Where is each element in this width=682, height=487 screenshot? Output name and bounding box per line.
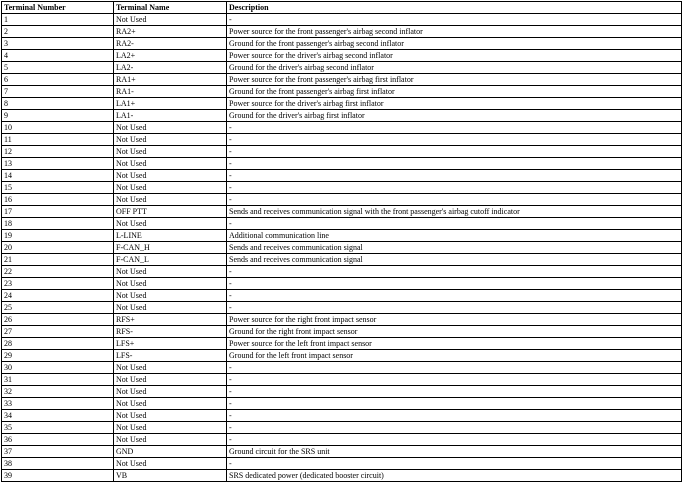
table-row — [2, 362, 682, 374]
terminal-name-cell: RA2+ — [114, 26, 227, 38]
table-row — [2, 266, 682, 278]
description-cell: - — [227, 134, 682, 146]
terminal-number-cell: 1 — [2, 14, 114, 26]
description-cell: - — [227, 170, 682, 182]
terminal-number-cell: 11 — [2, 134, 114, 146]
description-cell: - — [227, 182, 682, 194]
table-row — [2, 350, 682, 362]
description-cell: - — [227, 374, 682, 386]
terminal-number-cell: 35 — [2, 422, 114, 434]
terminal-number-cell: 27 — [2, 326, 114, 338]
terminal-name-cell: Not Used — [114, 422, 227, 434]
description-cell: - — [227, 158, 682, 170]
description-cell: Sends and receives communication signal — [227, 242, 682, 254]
terminal-number-cell: 7 — [2, 86, 114, 98]
table-row — [2, 458, 682, 470]
terminal-name-cell: RFS+ — [114, 314, 227, 326]
table-row — [2, 26, 682, 38]
terminal-name-cell: Not Used — [114, 458, 227, 470]
terminal-number-cell: 37 — [2, 446, 114, 458]
terminal-name-cell: L-LINE — [114, 230, 227, 242]
table-row — [2, 326, 682, 338]
description-cell: Power source for the front passenger's airbag second inflator — [227, 26, 682, 38]
terminal-name-cell: Not Used — [114, 158, 227, 170]
description-cell: Sends and receives communication signal — [227, 254, 682, 266]
table-row — [2, 242, 682, 254]
terminal-number-cell: 31 — [2, 374, 114, 386]
terminal-table — [1, 1, 682, 482]
description-cell: - — [227, 290, 682, 302]
terminal-name-cell: RA1- — [114, 86, 227, 98]
description-cell: Power source for the left front impact sensor — [227, 338, 682, 350]
header-terminal-name: Terminal Name — [114, 2, 227, 14]
description-cell: - — [227, 434, 682, 446]
terminal-number-cell: 24 — [2, 290, 114, 302]
terminal-name-cell: LFS+ — [114, 338, 227, 350]
description-cell: - — [227, 266, 682, 278]
table-row — [2, 110, 682, 122]
terminal-number-cell: 33 — [2, 398, 114, 410]
description-cell: - — [227, 146, 682, 158]
table-row — [2, 206, 682, 218]
table-row — [2, 170, 682, 182]
description-cell: Power source for the right front impact sensor — [227, 314, 682, 326]
table-header — [2, 2, 682, 14]
table-row — [2, 290, 682, 302]
terminal-number-cell: 23 — [2, 278, 114, 290]
header-row — [2, 2, 682, 14]
terminal-name-cell: RA1+ — [114, 74, 227, 86]
table-row — [2, 434, 682, 446]
description-cell: - — [227, 14, 682, 26]
terminal-number-cell: 13 — [2, 158, 114, 170]
description-cell: - — [227, 302, 682, 314]
table-row — [2, 230, 682, 242]
table-row — [2, 338, 682, 350]
terminal-name-cell: Not Used — [114, 278, 227, 290]
description-cell: SRS dedicated power (dedicated booster circuit) — [227, 470, 682, 482]
table-row — [2, 182, 682, 194]
terminal-number-cell: 25 — [2, 302, 114, 314]
terminal-number-cell: 36 — [2, 434, 114, 446]
description-cell: Power source for the driver's airbag first inflator — [227, 98, 682, 110]
description-cell: - — [227, 398, 682, 410]
terminal-name-cell: LA2+ — [114, 50, 227, 62]
terminal-table-container — [1, 1, 682, 482]
description-cell: - — [227, 362, 682, 374]
terminal-number-cell: 22 — [2, 266, 114, 278]
terminal-name-cell: F-CAN_H — [114, 242, 227, 254]
terminal-name-cell: Not Used — [114, 290, 227, 302]
terminal-name-cell: Not Used — [114, 266, 227, 278]
description-cell: - — [227, 122, 682, 134]
terminal-name-cell: LA1- — [114, 110, 227, 122]
table-row — [2, 50, 682, 62]
terminal-number-cell: 29 — [2, 350, 114, 362]
description-cell: Ground for the left front impact sensor — [227, 350, 682, 362]
table-body — [2, 14, 682, 482]
terminal-name-cell: OFF PTT — [114, 206, 227, 218]
description-cell: Ground circuit for the SRS unit — [227, 446, 682, 458]
terminal-name-cell: Not Used — [114, 410, 227, 422]
terminal-name-cell: Not Used — [114, 122, 227, 134]
terminal-name-cell: Not Used — [114, 434, 227, 446]
description-cell: - — [227, 410, 682, 422]
terminal-name-cell: Not Used — [114, 374, 227, 386]
terminal-number-cell: 9 — [2, 110, 114, 122]
terminal-name-cell: Not Used — [114, 362, 227, 374]
terminal-number-cell: 10 — [2, 122, 114, 134]
terminal-number-cell: 12 — [2, 146, 114, 158]
description-cell: Sends and receives communication signal with the front passenger's airbag cutoff indicator — [227, 206, 682, 218]
header-description: Description — [227, 2, 682, 14]
terminal-number-cell: 14 — [2, 170, 114, 182]
terminal-name-cell: VB — [114, 470, 227, 482]
description-cell: - — [227, 278, 682, 290]
table-row — [2, 398, 682, 410]
terminal-name-cell: Not Used — [114, 398, 227, 410]
terminal-number-cell: 26 — [2, 314, 114, 326]
table-row — [2, 446, 682, 458]
terminal-name-cell: F-CAN_L — [114, 254, 227, 266]
terminal-number-cell: 5 — [2, 62, 114, 74]
terminal-number-cell: 21 — [2, 254, 114, 266]
table-row — [2, 122, 682, 134]
table-row — [2, 86, 682, 98]
terminal-number-cell: 19 — [2, 230, 114, 242]
table-row — [2, 158, 682, 170]
table-row — [2, 74, 682, 86]
terminal-name-cell: Not Used — [114, 182, 227, 194]
terminal-number-cell: 32 — [2, 386, 114, 398]
table-row — [2, 374, 682, 386]
terminal-number-cell: 20 — [2, 242, 114, 254]
description-cell: - — [227, 194, 682, 206]
table-row — [2, 254, 682, 266]
terminal-name-cell: Not Used — [114, 170, 227, 182]
terminal-number-cell: 16 — [2, 194, 114, 206]
description-cell: Ground for the front passenger's airbag second inflator — [227, 38, 682, 50]
description-cell: - — [227, 218, 682, 230]
table-row — [2, 314, 682, 326]
terminal-name-cell: Not Used — [114, 302, 227, 314]
table-row — [2, 146, 682, 158]
description-cell: Ground for the right front impact sensor — [227, 326, 682, 338]
terminal-number-cell: 3 — [2, 38, 114, 50]
description-cell: - — [227, 422, 682, 434]
table-row — [2, 218, 682, 230]
terminal-number-cell: 17 — [2, 206, 114, 218]
terminal-number-cell: 6 — [2, 74, 114, 86]
description-cell: Additional communication line — [227, 230, 682, 242]
terminal-name-cell: Not Used — [114, 218, 227, 230]
table-row — [2, 470, 682, 482]
terminal-name-cell: Not Used — [114, 146, 227, 158]
terminal-number-cell: 38 — [2, 458, 114, 470]
table-row — [2, 134, 682, 146]
table-row — [2, 38, 682, 50]
terminal-name-cell: Not Used — [114, 14, 227, 26]
terminal-number-cell: 39 — [2, 470, 114, 482]
table-row — [2, 14, 682, 26]
terminal-name-cell: RFS- — [114, 326, 227, 338]
terminal-number-cell: 8 — [2, 98, 114, 110]
terminal-name-cell: RA2- — [114, 38, 227, 50]
terminal-name-cell: GND — [114, 446, 227, 458]
terminal-name-cell: Not Used — [114, 386, 227, 398]
description-cell: Power source for the driver's airbag second inflator — [227, 50, 682, 62]
table-row — [2, 410, 682, 422]
description-cell: Ground for the driver's airbag second inflator — [227, 62, 682, 74]
header-terminal-number: Terminal Number — [2, 2, 114, 14]
terminal-number-cell: 30 — [2, 362, 114, 374]
table-row — [2, 386, 682, 398]
terminal-number-cell: 28 — [2, 338, 114, 350]
terminal-number-cell: 2 — [2, 26, 114, 38]
description-cell: Ground for the driver's airbag first inflator — [227, 110, 682, 122]
terminal-number-cell: 18 — [2, 218, 114, 230]
terminal-number-cell: 34 — [2, 410, 114, 422]
terminal-name-cell: Not Used — [114, 134, 227, 146]
description-cell: Ground for the front passenger's airbag first inflator — [227, 86, 682, 98]
description-cell: Power source for the front passenger's airbag first inflator — [227, 74, 682, 86]
table-row — [2, 98, 682, 110]
description-cell: - — [227, 458, 682, 470]
table-row — [2, 194, 682, 206]
description-cell: - — [227, 386, 682, 398]
table-row — [2, 62, 682, 74]
table-row — [2, 422, 682, 434]
terminal-name-cell: LA1+ — [114, 98, 227, 110]
terminal-name-cell: LFS- — [114, 350, 227, 362]
terminal-number-cell: 4 — [2, 50, 114, 62]
table-row — [2, 302, 682, 314]
table-row — [2, 278, 682, 290]
terminal-number-cell: 15 — [2, 182, 114, 194]
terminal-name-cell: Not Used — [114, 194, 227, 206]
terminal-name-cell: LA2- — [114, 62, 227, 74]
